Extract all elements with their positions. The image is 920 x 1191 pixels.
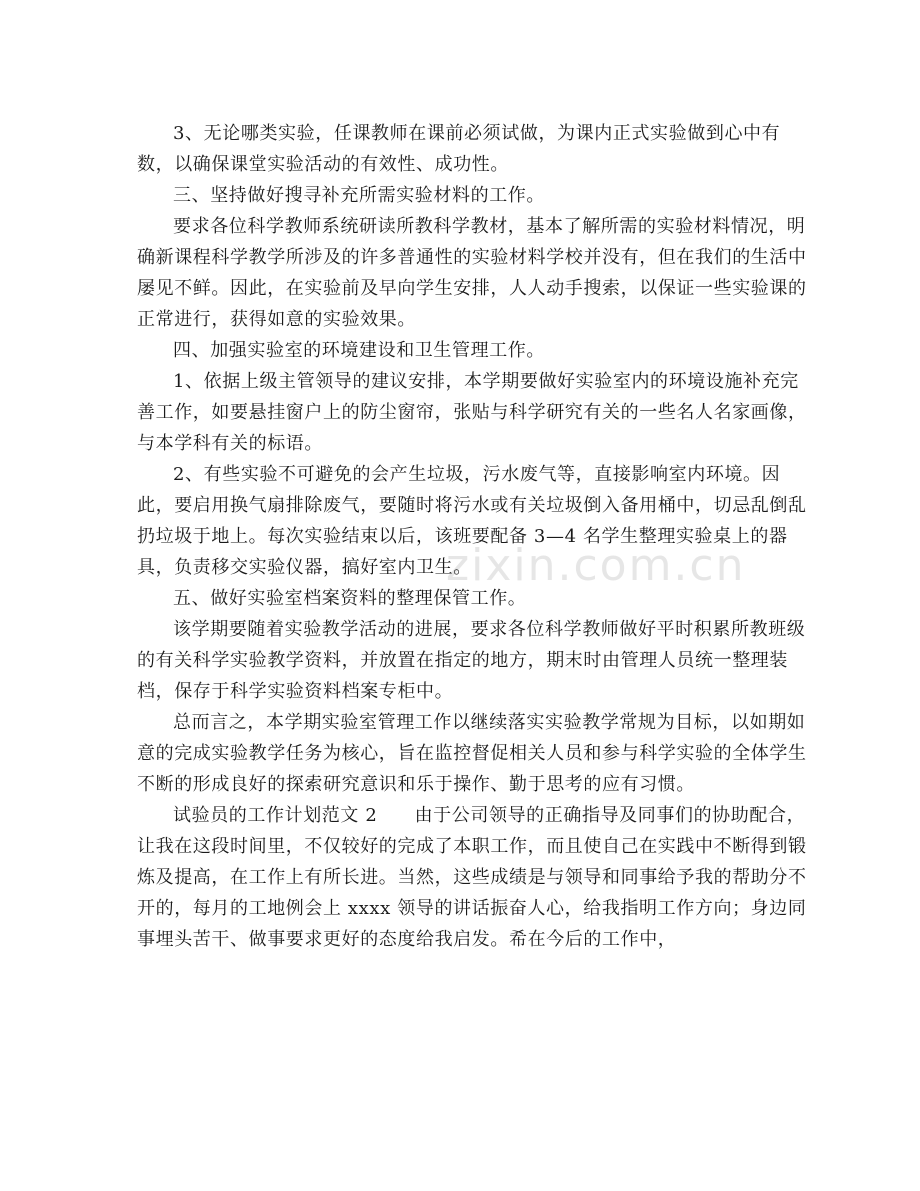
text-line: 的有关科学实验教学资料，并放置在指定的地方，期末时由管理人员统一整理装 [137, 650, 788, 671]
text-line: 确新课程科学教学所涉及的许多普通性的实验材料学校并没有，但在我们的生活中 [137, 247, 807, 268]
text-line: 3、无论哪类实验，任课教师在课前必须试做，为课内正式实验做到心中有 [173, 123, 781, 144]
text-line: 具，负责移交实验仪器，搞好室内卫生。 [137, 557, 472, 578]
text-line: 该学期要随着实验教学活动的进展，要求各位科学教师做好平时积累所教班级 [173, 619, 806, 640]
text-line: 意的完成实验教学任务为核心，旨在监控督促相关人员和参与科学实验的全体学生 [137, 743, 807, 764]
text-line: 让我在这段时间里，不仅较好的完成了本职工作，而且使自己在实践中不断得到锻 [137, 836, 807, 857]
text-line: 2、有些实验不可避免的会产生垃圾，污水废气等，直接影响室内环境。因 [173, 464, 781, 485]
text-line: 屡见不鲜。因此，在实验前及早向学生安排，人人动手搜索，以保证一些实验课的 [137, 278, 807, 299]
text-line: 事埋头苦干、做事要求更好的态度给我启发。希在今后的工作中， [137, 929, 677, 950]
text-line: 档，保存于科学实验资料档案专柜中。 [137, 681, 454, 702]
text-line: 总而言之，本学期实验室管理工作以继续落实实验教学常规为目标，以如期如 [173, 712, 806, 733]
section-heading-4: 四、加强实验室的环境建设和卫生管理工作。 [173, 340, 545, 361]
text-line: 要求各位科学教师系统研读所教科学教材，基本了解所需的实验材料情况，明 [173, 216, 806, 237]
section-heading-5: 五、做好实验室档案资料的整理保管工作。 [173, 588, 527, 609]
text-line: 扔垃圾于地上。每次实验结束以后，该班要配备 3—4 名学生整理实验桌上的器 [137, 526, 788, 547]
text-line: 数，以确保课堂实验活动的有效性、成功性。 [137, 154, 509, 175]
text-line: 开的，每月的工地例会上 xxxx 领导的讲话振奋人心，给我指明工作方向；身边同 [137, 898, 807, 919]
text-line: 正常进行，获得如意的实验效果。 [137, 309, 416, 330]
text-line: 炼及提高，在工作上有所长进。当然，这些成绩是与领导和同事给予我的帮助分不 [137, 867, 807, 888]
document-body [137, 118, 807, 955]
text-line: 此，要启用换气扇排除废气，要随时将污水或有关垃圾倒入备用桶中，切忌乱倒乱 [137, 495, 807, 516]
text-line: 善工作，如要悬挂窗户上的防尘窗帘，张贴与科学研究有关的一些名人名家画像， [137, 402, 807, 423]
watermark-text: zixin.com.cn [446, 540, 746, 591]
text-line: 1、依据上级主管领导的建议安排，本学期要做好实验室内的环境设施补充完 [173, 371, 799, 392]
text-line: 与本学科有关的标语。 [137, 433, 323, 454]
section-heading-3: 三、坚持做好搜寻补充所需实验材料的工作。 [173, 185, 545, 206]
text-line: 试验员的工作计划范文 2 由于公司领导的正确指导及同事们的协助配合， [173, 805, 806, 826]
text-line: 不断的形成良好的探索研究意识和乐于操作、勤于思考的应有习惯。 [137, 774, 695, 795]
